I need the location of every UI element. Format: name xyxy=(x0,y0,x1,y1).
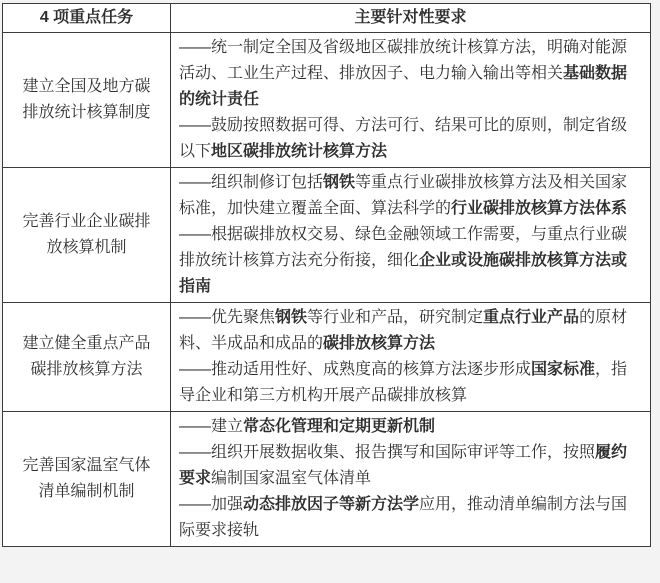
requirement-item xyxy=(179,440,642,492)
requirement-item xyxy=(179,357,642,409)
requirement-text: ——优先聚焦 xyxy=(179,309,276,326)
requirements-cell xyxy=(171,33,651,168)
header-cell-tasks: 4 项重点任务 xyxy=(3,4,171,33)
requirement-text: ，指导企业和第三方机构开展产品碳排放核算 xyxy=(179,361,628,404)
requirement-emphasis: 地区碳排放统计核算方法 xyxy=(211,143,388,160)
requirement-emphasis: 企业或设施碳排放核算方法或指南 xyxy=(179,252,628,295)
requirements-cell xyxy=(171,412,651,547)
requirement-emphasis: 行业碳排放核算方法体系 xyxy=(451,200,628,217)
requirement-item xyxy=(179,170,642,222)
table-row xyxy=(3,412,651,547)
requirement-emphasis: 国家标准 xyxy=(531,361,596,378)
requirement-emphasis: 动态排放因子等新方法学 xyxy=(243,496,420,513)
header-cell-requirements: 主要针对性要求 xyxy=(171,4,651,33)
table-row xyxy=(3,168,651,303)
key-tasks-table xyxy=(2,3,651,547)
requirement-emphasis: 基础数据的统计责任 xyxy=(179,65,628,108)
table-body xyxy=(3,33,651,547)
requirement-text: ——统一制定全国及省级地区碳排放统计核算方法，明确对能源活动、工业生产过程、排放因子、电力输入输出等相关 xyxy=(179,39,628,82)
requirement-item xyxy=(179,113,642,165)
requirement-item xyxy=(179,35,642,113)
table-header xyxy=(3,4,651,33)
requirement-emphasis: 钢铁 xyxy=(323,174,356,191)
requirement-item xyxy=(179,305,642,357)
table-row xyxy=(3,33,651,168)
requirement-text: ——根据碳排放权交易、绿色金融领域工作需要，与重点行业碳排放统计核算方法充分衔接，细化 xyxy=(179,226,628,269)
requirement-emphasis: 常态化管理和定期更新机制 xyxy=(243,418,436,435)
task-cell: 完善行业企业碳排放核算机制 xyxy=(3,168,171,303)
requirements-cell xyxy=(171,303,651,412)
requirement-text: 应用，推动清单编制方法与国际要求接轨 xyxy=(179,496,628,539)
requirement-text: ——加强 xyxy=(179,496,244,513)
requirements-cell xyxy=(171,168,651,303)
requirement-emphasis: 钢铁 xyxy=(275,309,308,326)
requirement-item xyxy=(179,414,642,440)
requirement-text: ——鼓励按照数据可得、方法可行、结果可比的原则，制定省级以下 xyxy=(179,117,628,160)
requirement-text: 等行业和产品，研究制定 xyxy=(307,309,484,326)
requirement-emphasis: 碳排放核算方法 xyxy=(323,335,436,352)
requirement-item xyxy=(179,492,642,544)
requirement-text: 等重点行业碳排放核算方法及相关国家标准，加快建立覆盖全面、算法科学的 xyxy=(179,174,628,217)
requirement-text: 的原材料、半成品和成品的 xyxy=(179,309,628,352)
table-row xyxy=(3,303,651,412)
task-cell: 建立全国及地方碳排放统计核算制度 xyxy=(3,33,171,168)
header-row xyxy=(3,4,651,33)
requirement-item xyxy=(179,222,642,300)
task-cell: 完善国家温室气体清单编制机制 xyxy=(3,412,171,547)
requirement-emphasis: 履约要求 xyxy=(179,444,628,487)
requirement-text: ——推动适用性好、成熟度高的核算方法逐步形成 xyxy=(179,361,532,378)
requirement-emphasis: 重点行业产品 xyxy=(483,309,580,326)
requirement-text: ——组织制修订包括 xyxy=(179,174,324,191)
task-cell: 建立健全重点产品碳排放核算方法 xyxy=(3,303,171,412)
requirement-text: ——组织开展数据收集、报告撰写和国际审评等工作，按照 xyxy=(179,444,596,461)
requirement-text: ——建立 xyxy=(179,418,244,435)
requirement-text: 编制国家温室气体清单 xyxy=(211,470,372,487)
